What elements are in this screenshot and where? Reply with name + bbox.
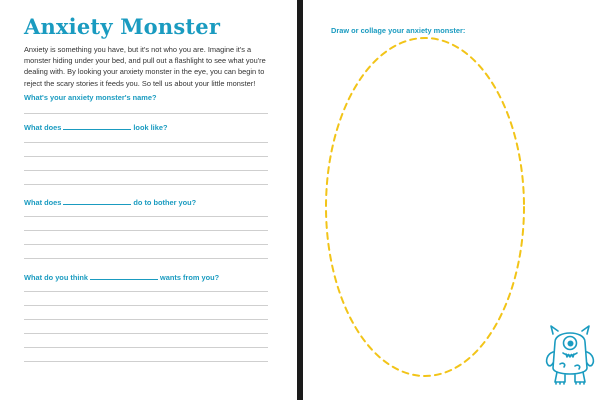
answer-line [24,347,268,348]
intro-paragraph: Anxiety is something you have, but it's not who you are. Imagine it's a monster hiding under your bed, and pull out a flashlight to see what you're dealing with. By looking your anxiety monster in the eye, you can begin to reject the scary stories it feeds you. So tell us about your little monster! [24,45,266,88]
answer-line [24,142,268,143]
question-name [24,93,156,102]
page-title: Anxiety Monster [24,14,221,39]
answer-line [24,319,268,320]
question-look-after: look like? [133,123,168,132]
answer-line [24,156,268,157]
question-wants-before: What do you think [24,273,89,282]
right-page [303,0,600,400]
answer-line [24,361,268,362]
draw-prompt: Draw or collage your anxiety monster: [331,26,466,35]
monster-icon [543,320,597,386]
question-bother [24,196,196,207]
answer-line [24,113,268,114]
question-wants [24,271,219,282]
question-bother-after: do to bother you? [133,198,197,207]
answer-line [24,258,268,259]
answer-line [24,184,268,185]
answer-line [24,291,268,292]
left-page [0,0,297,400]
question-look-before: What does [24,123,62,132]
question-wants-blank [90,271,158,280]
question-look [24,121,167,132]
question-bother-before: What does [24,198,62,207]
answer-line [24,333,268,334]
question-bother-blank [63,196,131,205]
answer-line [24,230,268,231]
question-look-blank [63,121,131,130]
answer-line [24,170,268,171]
question-name-text: What's your anxiety monster's name? [24,93,157,102]
question-wants-after: wants from you? [160,273,220,282]
answer-line [24,244,268,245]
answer-line [24,216,268,217]
answer-line [24,305,268,306]
